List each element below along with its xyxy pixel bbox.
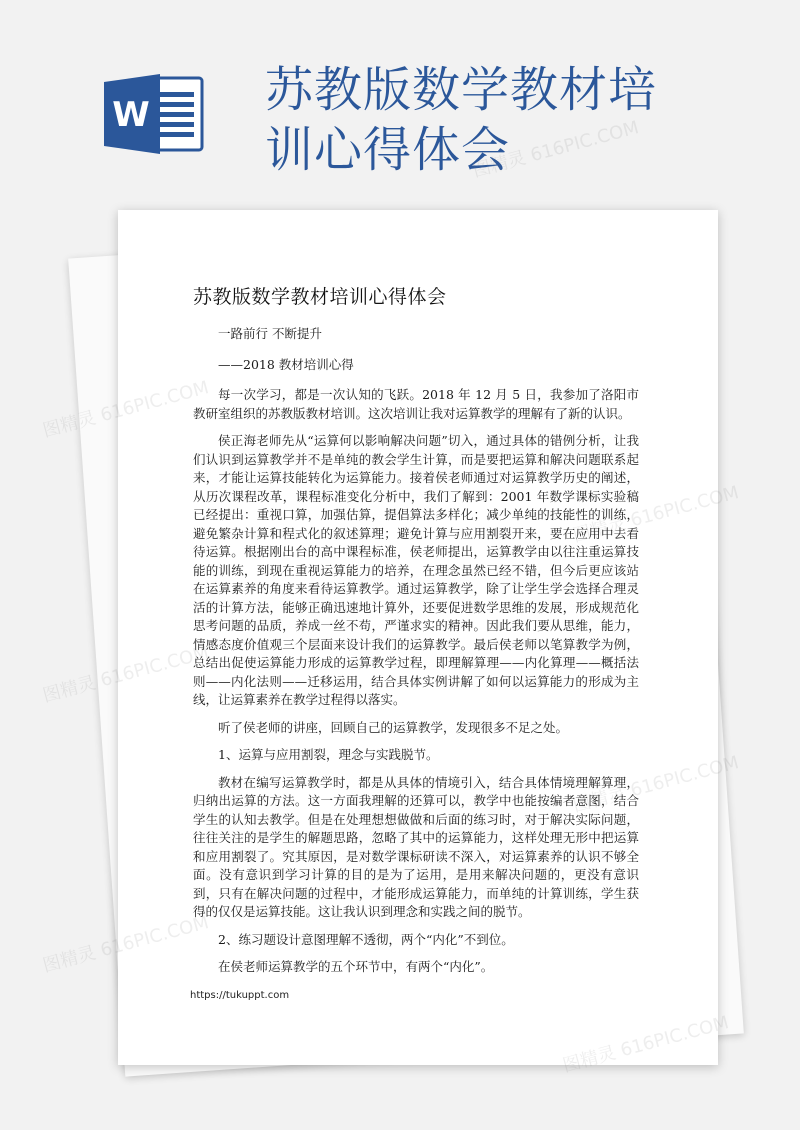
watermark: 图精灵: [40, 407, 99, 442]
body-paragraph: 教材在编写运算教学时，都是从具体的情境引入，结合具体情境理解算理，归纳出运算的方法。这一方面我理解的还算可以，教学中也能按编者意图，结合学生的认知去教学。但是在处理想想做做和后面的练习时，对于解决实际问题，往往关注的是学生的解题思路，忽略了其中的运算能力，这样处理无形中把运算和应用割裂了。究其原因，是对数学课标研读不深入，对运算素养的认识不够全面。没有意识到学习计算的目的是为了运用，是用来解决问题的，更没有意识到，只有在解决问题的过程中，才能形成运算能力，而单纯的计算训练，学生获得的仅仅是运算技能。这让我认识到理念和实践之间的脱节。: [193, 774, 639, 919]
body-paragraph: 每一次学习，都是一次认知的飞跃。2018 年 12 月 5 日，我参加了洛阳市教研室组织的苏教版教材培训。这次培训让我对运算教学的理解有了新的认识。: [193, 387, 639, 421]
watermark: 图精灵 616PIC.COM: [470, 117, 642, 182]
source-url: https://tukuppt.com: [190, 990, 290, 1001]
document-subtitle: ——2018 教材培训心得: [218, 356, 354, 372]
header-title: 苏教版数学教材培训心得体会: [265, 62, 658, 178]
document-body: [193, 325, 639, 986]
word-logo-letter: W: [112, 95, 150, 135]
document-title: 苏教版数学教材培训心得体会: [193, 286, 447, 308]
watermark: 图精灵: [40, 942, 99, 977]
section-heading: 2、练习题设计意图理解不透彻，两个“内化”不到位。: [218, 931, 514, 947]
section-heading: 1、运算与应用割裂，理念与实践脱节。: [218, 747, 439, 762]
body-paragraph: 在侯老师运算教学的五个环节中，有两个“内化”。: [218, 959, 494, 974]
body-paragraph: 侯正海老师先从“运算何以影响解决问题”切入，通过具体的错例分析，让我们认识到运算教学并不是单纯的教会学生计算，而是要把运算和解决问题联系起来，才能让运算技能转化为运算能力。接着侯老师通过对运算教学历史的阐述，从历次课程改革，课程标准变化分析中，我们了解到：2001 年数学课标实验稿已经提出：重视口算，加强估算，提倡算法多样化；减少单纯的技能性的训练，避免繁杂计算和程式化的叙述算理；避免计算与应用割裂开来，要在应用中去看待运算。根据刚出台的高中课程标准，侯老师提出，运算教学由以往注重运算技能的训练，到现在重视运算能力的培养，在理念虽然已经不错，但今后更应该站在运算素养的角度来看待运算教学。通过运算教学，除了让学生学会选择合理灵活的计算方法，能够正确迅速地计算外，还要促进数学思维的发展，形成规范化思考问题的品质，养成一丝不苟，严谨求实的精神。因此我们要从思维，能力，情感态度价值观三个层面来设计我们的运算教学。最后侯老师以笔算教学为例，总结出促使运算能力形成的运算教学过程，即理解算理——内化算理——概括法则——内化法则——迁移运用，结合具体实例讲解了如何以运算能力的形成为主线，让运算素养在教学过程得以落实。: [193, 433, 639, 707]
watermark: 图精灵: [40, 672, 99, 707]
document-subtitle: 一路前行 不断提升: [218, 326, 322, 341]
body-paragraph: 听了侯老师的讲座，回顾自己的运算教学，发现很多不足之处。: [218, 719, 569, 735]
header-area: [0, 0, 800, 240]
word-document-icon: [104, 72, 204, 156]
